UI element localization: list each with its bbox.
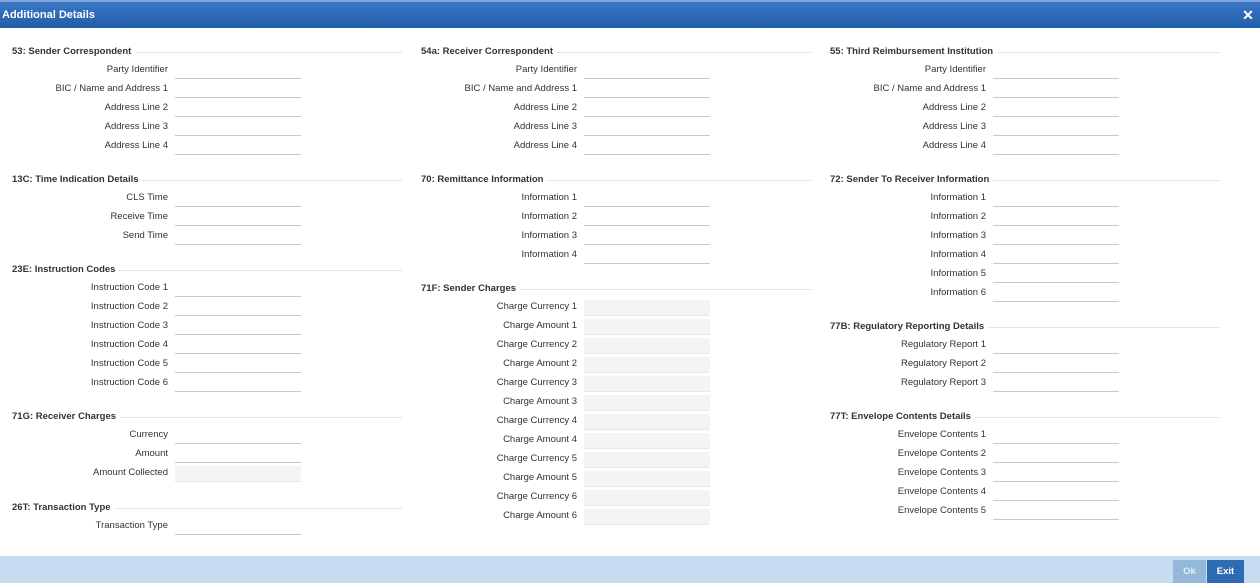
dialog-title: Additional Details — [2, 9, 95, 21]
charge-amount-3-field: Charge Amount 3 — [421, 395, 811, 414]
charge-currency-4-field: Charge Currency 4 — [421, 414, 811, 433]
currency-input[interactable] — [175, 428, 301, 444]
section-title: 23E: Instruction Codes — [12, 264, 119, 275]
section-title: 54a: Receiver Correspondent — [421, 46, 557, 57]
send-time-input[interactable] — [175, 229, 301, 245]
section-envelope-contents — [830, 410, 1220, 523]
address-line-4-input[interactable] — [584, 139, 710, 155]
charge-amount-5-input — [584, 471, 710, 487]
transaction-type-input[interactable] — [175, 519, 301, 535]
regulatory-report-3-field: Regulatory Report 3 — [830, 376, 1220, 395]
section-receiver-charges — [12, 410, 402, 485]
address-line-4-field: Address Line 4 — [830, 139, 1220, 158]
charge-amount-4-input — [584, 433, 710, 449]
charge-amount-3-input — [584, 395, 710, 411]
envelope-contents-1-input[interactable] — [993, 428, 1119, 444]
dialog-content — [0, 28, 1260, 556]
charge-currency-2-input — [584, 338, 710, 354]
information-4-field: Information 4 — [421, 248, 811, 267]
charge-amount-5-field: Charge Amount 5 — [421, 471, 811, 490]
envelope-contents-2-input[interactable] — [993, 447, 1119, 463]
bic-name-address-1-input[interactable] — [175, 82, 301, 98]
dialog-titlebar — [0, 0, 1260, 28]
address-line-2-input[interactable] — [584, 101, 710, 117]
instruction-code-1-field: Instruction Code 1 — [12, 281, 402, 300]
charge-currency-3-field: Charge Currency 3 — [421, 376, 811, 395]
section-third-reimbursement — [830, 45, 1220, 158]
instruction-code-2-field: Instruction Code 2 — [12, 300, 402, 319]
cls-time-input[interactable] — [175, 191, 301, 207]
address-line-2-input[interactable] — [175, 101, 301, 117]
section-title: 13C: Time Indication Details — [12, 174, 143, 185]
charge-currency-5-field: Charge Currency 5 — [421, 452, 811, 471]
information-3-input[interactable] — [584, 229, 710, 245]
information-4-field: Information 4 — [830, 248, 1220, 267]
information-2-input[interactable] — [993, 210, 1119, 226]
section-title: 70: Remittance Information — [421, 174, 547, 185]
section-title: 53: Sender Correspondent — [12, 46, 135, 57]
regulatory-report-2-field: Regulatory Report 2 — [830, 357, 1220, 376]
envelope-contents-1-field: Envelope Contents 1 — [830, 428, 1220, 447]
party-identifier-input[interactable] — [175, 63, 301, 79]
send-time-field: Send Time — [12, 229, 402, 248]
information-1-input[interactable] — [584, 191, 710, 207]
section-title: 26T: Transaction Type — [12, 502, 115, 513]
information-1-field: Information 1 — [421, 191, 811, 210]
charge-currency-5-input — [584, 452, 710, 468]
section-remittance-information — [421, 173, 811, 267]
section-title: 77B: Regulatory Reporting Details — [830, 321, 988, 332]
address-line-3-input[interactable] — [993, 120, 1119, 136]
amount-collected-input — [175, 466, 301, 482]
section-title: 77T: Envelope Contents Details — [830, 411, 975, 422]
instruction-code-2-input[interactable] — [175, 300, 301, 316]
section-title: 72: Sender To Receiver Information — [830, 174, 993, 185]
instruction-code-6-field: Instruction Code 6 — [12, 376, 402, 395]
instruction-code-5-field: Instruction Code 5 — [12, 357, 402, 376]
address-line-3-field: Address Line 3 — [421, 120, 811, 139]
bic-name-address-1-field: BIC / Name and Address 1 — [12, 82, 402, 101]
section-regulatory-reporting — [830, 320, 1220, 395]
section-instruction-codes — [12, 263, 402, 395]
address-line-2-field: Address Line 2 — [12, 101, 402, 120]
ok-button[interactable]: Ok — [1173, 560, 1206, 583]
envelope-contents-5-field: Envelope Contents 5 — [830, 504, 1220, 523]
information-4-input[interactable] — [993, 248, 1119, 264]
section-receiver-correspondent — [421, 45, 811, 158]
envelope-contents-4-field: Envelope Contents 4 — [830, 485, 1220, 504]
charge-amount-2-field: Charge Amount 2 — [421, 357, 811, 376]
charge-currency-3-input — [584, 376, 710, 392]
address-line-4-input[interactable] — [993, 139, 1119, 155]
information-3-input[interactable] — [993, 229, 1119, 245]
information-6-field: Information 6 — [830, 286, 1220, 305]
charge-currency-1-input — [584, 300, 710, 316]
regulatory-report-1-field: Regulatory Report 1 — [830, 338, 1220, 357]
bic-name-address-1-field: BIC / Name and Address 1 — [421, 82, 811, 101]
instruction-code-3-field: Instruction Code 3 — [12, 319, 402, 338]
charge-currency-4-input — [584, 414, 710, 430]
dialog-footer — [0, 556, 1260, 583]
party-identifier-field: Party Identifier — [421, 63, 811, 82]
section-time-indication — [12, 173, 402, 248]
information-1-field: Information 1 — [830, 191, 1220, 210]
address-line-3-input[interactable] — [584, 120, 710, 136]
address-line-2-input[interactable] — [993, 101, 1119, 117]
section-sender-charges — [421, 282, 811, 528]
charge-amount-6-input — [584, 509, 710, 525]
charge-amount-2-input — [584, 357, 710, 373]
instruction-code-5-input[interactable] — [175, 357, 301, 373]
instruction-code-1-input[interactable] — [175, 281, 301, 297]
address-line-3-input[interactable] — [175, 120, 301, 136]
charge-amount-1-field: Charge Amount 1 — [421, 319, 811, 338]
address-line-2-field: Address Line 2 — [421, 101, 811, 120]
amount-field: Amount — [12, 447, 402, 466]
information-2-input[interactable] — [584, 210, 710, 226]
close-icon[interactable]: ✕ — [1242, 7, 1254, 23]
regulatory-report-3-input[interactable] — [993, 376, 1119, 392]
charge-currency-6-input — [584, 490, 710, 506]
envelope-contents-2-field: Envelope Contents 2 — [830, 447, 1220, 466]
section-transaction-type — [12, 501, 402, 538]
information-1-input[interactable] — [993, 191, 1119, 207]
address-line-4-field: Address Line 4 — [421, 139, 811, 158]
instruction-code-4-field: Instruction Code 4 — [12, 338, 402, 357]
address-line-3-field: Address Line 3 — [830, 120, 1220, 139]
currency-field: Currency — [12, 428, 402, 447]
party-identifier-field: Party Identifier — [830, 63, 1220, 82]
address-line-4-field: Address Line 4 — [12, 139, 402, 158]
information-4-input[interactable] — [584, 248, 710, 264]
section-title: 55: Third Reimbursement Institution — [830, 46, 997, 57]
bic-name-address-1-input[interactable] — [993, 82, 1119, 98]
charge-currency-2-field: Charge Currency 2 — [421, 338, 811, 357]
bic-name-address-1-input[interactable] — [584, 82, 710, 98]
charge-currency-1-field: Charge Currency 1 — [421, 300, 811, 319]
section-title: 71G: Receiver Charges — [12, 411, 120, 422]
information-3-field: Information 3 — [421, 229, 811, 248]
section-sender-correspondent — [12, 45, 402, 158]
envelope-contents-4-input[interactable] — [993, 485, 1119, 501]
party-identifier-input[interactable] — [993, 63, 1119, 79]
information-5-field: Information 5 — [830, 267, 1220, 286]
charge-amount-1-input — [584, 319, 710, 335]
charge-amount-4-field: Charge Amount 4 — [421, 433, 811, 452]
party-identifier-input[interactable] — [584, 63, 710, 79]
bic-name-address-1-field: BIC / Name and Address 1 — [830, 82, 1220, 101]
receive-time-input[interactable] — [175, 210, 301, 226]
envelope-contents-3-input[interactable] — [993, 466, 1119, 482]
amount-input[interactable] — [175, 447, 301, 463]
address-line-4-input[interactable] — [175, 139, 301, 155]
envelope-contents-3-field: Envelope Contents 3 — [830, 466, 1220, 485]
regulatory-report-1-input[interactable] — [993, 338, 1119, 354]
information-5-input[interactable] — [993, 267, 1119, 283]
instruction-code-4-input[interactable] — [175, 338, 301, 354]
information-6-input[interactable] — [993, 286, 1119, 302]
address-line-3-field: Address Line 3 — [12, 120, 402, 139]
instruction-code-3-input[interactable] — [175, 319, 301, 335]
information-2-field: Information 2 — [830, 210, 1220, 229]
address-line-2-field: Address Line 2 — [830, 101, 1220, 120]
transaction-type-field: Transaction Type — [12, 519, 402, 538]
envelope-contents-5-input[interactable] — [993, 504, 1119, 520]
section-title: 71F: Sender Charges — [421, 283, 520, 294]
receive-time-field: Receive Time — [12, 210, 402, 229]
party-identifier-field: Party Identifier — [12, 63, 402, 82]
charge-currency-6-field: Charge Currency 6 — [421, 490, 811, 509]
instruction-code-6-input[interactable] — [175, 376, 301, 392]
information-3-field: Information 3 — [830, 229, 1220, 248]
exit-button[interactable]: Exit — [1207, 560, 1244, 583]
regulatory-report-2-input[interactable] — [993, 357, 1119, 373]
amount-collected-field: Amount Collected — [12, 466, 402, 485]
section-sender-to-receiver — [830, 173, 1220, 305]
information-2-field: Information 2 — [421, 210, 811, 229]
charge-amount-6-field: Charge Amount 6 — [421, 509, 811, 528]
cls-time-field: CLS Time — [12, 191, 402, 210]
